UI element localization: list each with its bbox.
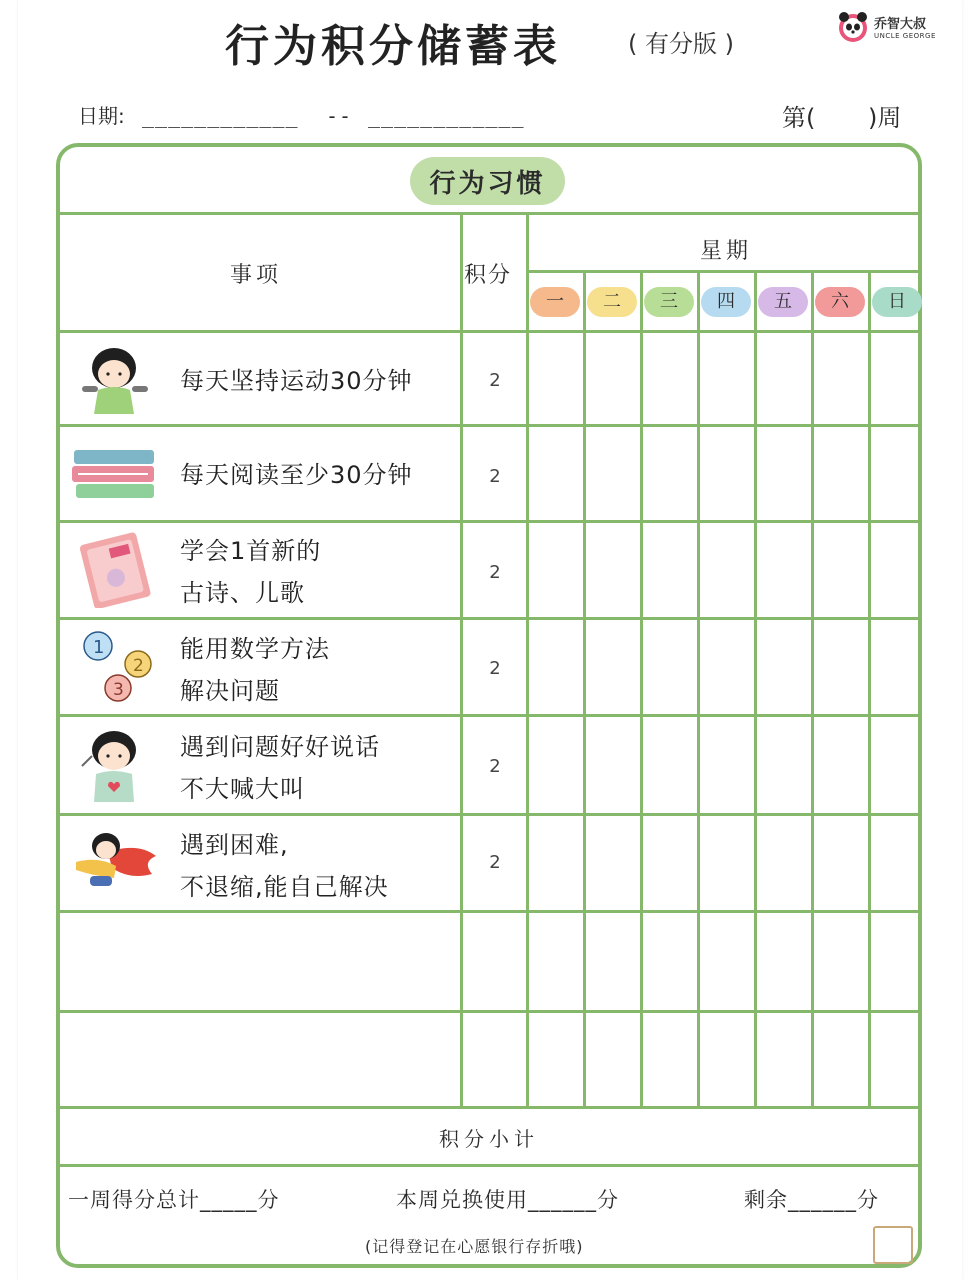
date-label: 日期: bbox=[78, 104, 125, 128]
weekday-sunday: 日 bbox=[872, 287, 922, 317]
page-subtitle: ( 有分版 ) bbox=[628, 30, 734, 58]
weekday-wednesday: 三 bbox=[644, 287, 694, 317]
grid-line bbox=[58, 714, 920, 717]
row-points: 2 bbox=[489, 370, 501, 391]
brand-english-name: UNCLE GEORGE bbox=[874, 32, 936, 40]
svg-text:2: 2 bbox=[133, 656, 144, 676]
weekday-friday: 五 bbox=[758, 287, 808, 317]
weekday-monday: 一 bbox=[530, 287, 580, 317]
svg-text:1: 1 bbox=[93, 637, 105, 658]
brand-name: 乔智大叔 bbox=[874, 17, 927, 32]
girl-exercise-icon bbox=[68, 340, 160, 416]
svg-text:3: 3 bbox=[113, 680, 124, 700]
row-points: 2 bbox=[489, 756, 501, 777]
row-item-text: 每天坚持运动30分钟 bbox=[180, 367, 413, 395]
row-item-text: 遇到困难, bbox=[180, 831, 289, 859]
footnote: (记得登记在心愿银行存折哦) bbox=[365, 1237, 584, 1256]
row-item-text: 学会1首新的 bbox=[180, 537, 322, 565]
panda-logo-icon bbox=[836, 10, 870, 44]
grid-line bbox=[754, 272, 757, 1106]
weekday-saturday: 六 bbox=[815, 287, 865, 317]
column-header-points: 积分 bbox=[464, 263, 513, 288]
weekday-tuesday: 二 bbox=[587, 287, 637, 317]
grid-line bbox=[868, 272, 871, 1106]
grid-line bbox=[58, 813, 920, 816]
column-header-weekday: 星期 bbox=[700, 239, 753, 264]
date-separator: -- bbox=[326, 104, 353, 128]
grid-line bbox=[583, 272, 586, 1106]
girl-heart-icon bbox=[68, 726, 160, 802]
subtotal-label: 积分小计 bbox=[439, 1127, 539, 1151]
row-item-text: 遇到问题好好说话 bbox=[180, 733, 380, 761]
row-item-text: 每天阅读至少30分钟 bbox=[180, 461, 413, 489]
date-end-blank[interactable]: ____________ bbox=[368, 104, 525, 128]
remaining-field[interactable]: 剩余______分 bbox=[744, 1188, 879, 1212]
week-number-suffix: )周 bbox=[868, 104, 902, 132]
week-number-prefix: 第( bbox=[782, 104, 816, 132]
grid-line bbox=[58, 424, 920, 427]
row-item-text: 能用数学方法 bbox=[180, 635, 330, 663]
row-item-text: 不大喊大叫 bbox=[180, 775, 305, 803]
section-title: 行为习惯 bbox=[429, 169, 546, 199]
grid-line bbox=[58, 212, 920, 215]
grid-line bbox=[58, 1106, 920, 1109]
grid-line bbox=[58, 330, 920, 333]
grid-line bbox=[58, 520, 920, 523]
grid-line bbox=[697, 272, 700, 1106]
weekday-thursday: 四 bbox=[701, 287, 751, 317]
row-points: 2 bbox=[489, 562, 501, 583]
grid-line bbox=[58, 910, 920, 913]
grid-line bbox=[58, 617, 920, 620]
week-total-field[interactable]: 一周得分总计_____分 bbox=[68, 1188, 280, 1212]
brand-seal-stamp bbox=[873, 1226, 913, 1264]
books-icon bbox=[68, 436, 160, 512]
row-item-text: 不退缩,能自己解决 bbox=[180, 873, 389, 901]
row-points: 2 bbox=[489, 658, 501, 679]
grid-line bbox=[58, 1164, 920, 1167]
date-start-blank[interactable]: ____________ bbox=[142, 104, 299, 128]
superhero-boy-icon bbox=[68, 822, 160, 898]
row-item-text: 解决问题 bbox=[180, 677, 280, 705]
grid-line bbox=[640, 272, 643, 1106]
grid-line bbox=[811, 272, 814, 1106]
column-header-item: 事项 bbox=[230, 263, 283, 288]
page-title: 行为积分储蓄表 bbox=[225, 21, 561, 72]
row-points: 2 bbox=[489, 466, 501, 487]
week-used-field[interactable]: 本周兑换使用______分 bbox=[396, 1188, 619, 1212]
grid-line bbox=[58, 1010, 920, 1013]
row-item-text: 古诗、儿歌 bbox=[180, 579, 305, 607]
poetry-book-icon bbox=[68, 532, 160, 608]
brand-logo-block bbox=[836, 10, 946, 48]
row-points: 2 bbox=[489, 852, 501, 873]
grid-line bbox=[528, 270, 920, 273]
number-bubbles-icon bbox=[68, 626, 160, 702]
